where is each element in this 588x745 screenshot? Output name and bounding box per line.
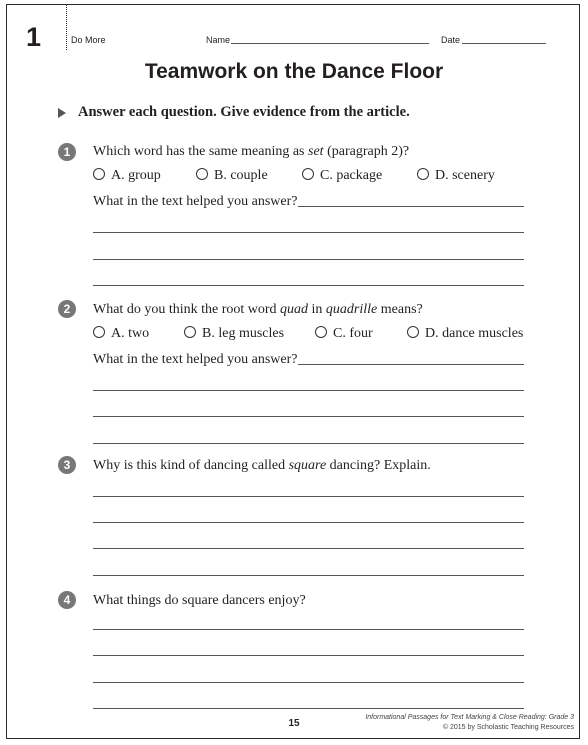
q2-choice-c[interactable]: C. four <box>315 326 373 342</box>
radio-icon <box>407 326 419 338</box>
radio-icon <box>196 168 208 180</box>
q2-answer-line[interactable] <box>93 443 524 444</box>
q3-answer-line[interactable] <box>93 496 524 497</box>
q2-prompt: What in the text helped you answer? <box>93 352 298 367</box>
question-number-4: 4 <box>58 591 76 609</box>
arrow-icon <box>58 108 66 118</box>
q1-choice-d[interactable]: D. scenery <box>417 168 495 184</box>
question-2-text: What do you think the root word quad in quadrille means? <box>93 302 423 317</box>
q1-choice-a[interactable]: A. group <box>93 168 161 184</box>
section-label: Do More <box>71 35 106 45</box>
q1-choice-b[interactable]: B. couple <box>196 168 268 184</box>
q1-prompt-line[interactable] <box>298 206 524 207</box>
radio-icon <box>184 326 196 338</box>
date-label: Date <box>441 35 461 45</box>
radio-icon <box>302 168 314 180</box>
q4-answer-line[interactable] <box>93 682 524 683</box>
question-number-3: 3 <box>58 456 76 474</box>
q4-answer-line[interactable] <box>93 629 524 630</box>
radio-icon <box>315 326 327 338</box>
question-4-text: What things do square dancers enjoy? <box>93 593 306 608</box>
page-number: 15 <box>288 718 300 729</box>
q1-answer-line[interactable] <box>93 259 524 260</box>
header-divider <box>66 4 67 50</box>
q1-answer-line[interactable] <box>93 285 524 286</box>
q3-answer-line[interactable] <box>93 548 524 549</box>
q4-answer-line[interactable] <box>93 655 524 656</box>
name-label: Name <box>206 35 231 45</box>
radio-icon <box>93 168 105 180</box>
page-title: Teamwork on the Dance Floor <box>144 60 444 83</box>
question-3-text: Why is this kind of dancing called square dancing? Explain. <box>93 458 431 473</box>
name-field[interactable] <box>231 43 429 44</box>
q2-choice-a[interactable]: A. two <box>93 326 149 342</box>
book-title: Informational Passages for Text Marking & Close Reading: Grade 3 <box>365 714 574 721</box>
copyright: © 2015 by Scholastic Teaching Resources <box>442 724 574 731</box>
radio-icon <box>93 326 105 338</box>
question-number-2: 2 <box>58 300 76 318</box>
q2-prompt-line[interactable] <box>298 364 524 365</box>
q4-answer-line[interactable] <box>93 708 524 709</box>
question-1-text: Which word has the same meaning as set (paragraph 2)? <box>93 144 410 159</box>
radio-icon <box>417 168 429 180</box>
q1-prompt: What in the text helped you answer? <box>93 194 298 209</box>
q1-choice-c[interactable]: C. package <box>302 168 382 184</box>
q2-answer-line[interactable] <box>93 390 524 391</box>
q1-answer-line[interactable] <box>93 232 524 233</box>
question-number-1: 1 <box>58 143 76 161</box>
q3-answer-line[interactable] <box>93 522 524 523</box>
unit-number: 1 <box>26 22 42 52</box>
q2-choice-b[interactable]: B. leg muscles <box>184 326 284 342</box>
q3-answer-line[interactable] <box>93 575 524 576</box>
q2-answer-line[interactable] <box>93 416 524 417</box>
q2-choice-d[interactable]: D. dance muscles <box>407 326 523 342</box>
instructions: Answer each question. Give evidence from the article. <box>78 104 410 120</box>
date-field[interactable] <box>462 43 546 44</box>
